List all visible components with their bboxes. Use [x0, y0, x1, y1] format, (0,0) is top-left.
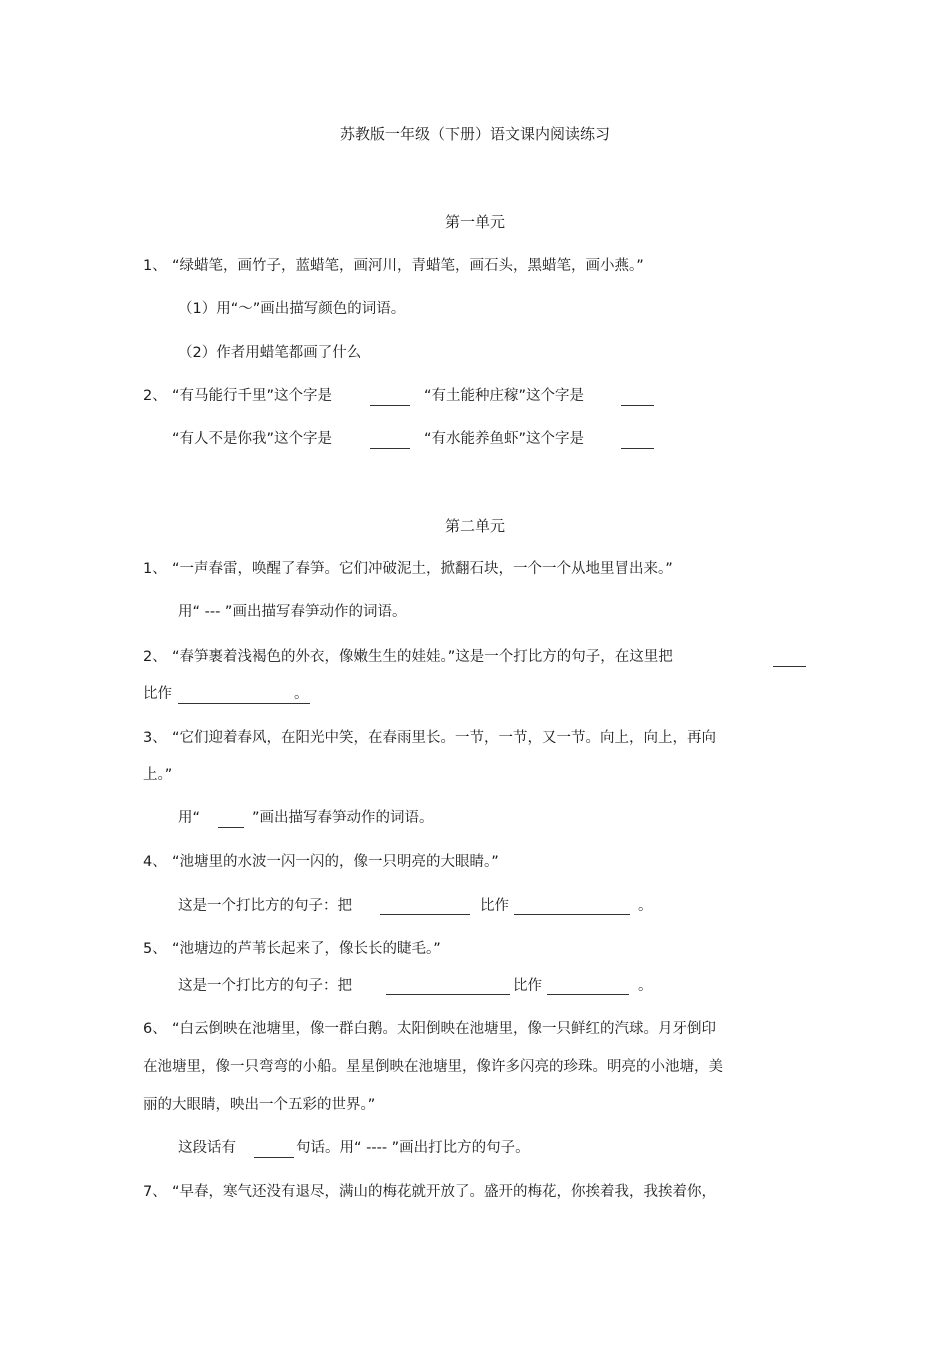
u2-q2-text: “春笋裹着浅褐色的外衣，像嫩生生的娃娃。”这是一个打比方的句子，在这里把 [172, 649, 673, 665]
u2-q1-text: “一声春雷，唤醒了春笋。它们冲破泥土，掀翻石块，一个一个从地里冒出来。” [172, 561, 673, 577]
u2-q5-answer-blank-2[interactable] [547, 994, 629, 995]
u2-q5-number: 5、 [143, 941, 167, 957]
u2-q7-text: “早春，寒气还没有退尽，满山的梅花就开放了。盛开的梅花，你挨着我，我挨着你， [172, 1184, 717, 1200]
u2-q6-sub-a: 这段话有 [178, 1140, 236, 1156]
u1-q1-sub1: （1）用“～”画出描写颜色的词语。 [178, 301, 406, 317]
page-title: 苏教版一年级（下册）语文课内阅读练习 [339, 125, 610, 143]
u1-q2-riddle-3: “有人不是你我”这个字是 [172, 431, 333, 447]
u2-q6-answer-blank[interactable] [254, 1157, 294, 1158]
u2-q4-answer-blank-1[interactable] [380, 914, 470, 915]
u2-q2-line2: 比作 [143, 686, 172, 702]
u2-q2-end: 。 [294, 686, 309, 702]
u2-q1-sub: 用“ --- ”画出描写春笋动作的词语。 [178, 604, 407, 620]
u2-q4-sub-a: 这是一个打比方的句子：把 [178, 898, 352, 914]
u2-q4-number: 4、 [143, 854, 167, 870]
u1-q2-answer-blank-3[interactable] [370, 448, 410, 449]
u2-q7-number: 7、 [143, 1184, 167, 1200]
u2-q2-number: 2、 [143, 649, 167, 665]
u2-q3-line2: 上。” [143, 767, 173, 783]
u2-q1-number: 1、 [143, 561, 167, 577]
u1-q2-riddle-1: “有马能行千里”这个字是 [172, 388, 333, 404]
u2-q3-underline-sample [218, 827, 244, 828]
u2-q4-end: 。 [638, 898, 653, 914]
u2-q2-answer-blank-2[interactable] [178, 703, 310, 704]
u2-q4-sub-b: 比作 [480, 898, 509, 914]
u1-q2-answer-blank-4[interactable] [621, 448, 654, 449]
unit1-heading: 第一单元 [444, 213, 505, 231]
u1-q1-number: 1、 [143, 258, 167, 274]
u1-q2-answer-blank-1[interactable] [370, 405, 410, 406]
u1-q2-number: 2、 [143, 388, 167, 404]
u2-q5-sub-a: 这是一个打比方的句子：把 [178, 978, 352, 994]
u2-q3-number: 3、 [143, 730, 167, 746]
u2-q3-text: “它们迎着春风，在阳光中笑，在春雨里长。一节，一节，又一节。向上，向上，再向 [172, 730, 717, 746]
unit2-heading: 第二单元 [444, 517, 505, 535]
u1-q1-text: “绿蜡笔，画竹子，蓝蜡笔，画河川，青蜡笔，画石头，黑蜡笔，画小燕。” [172, 258, 644, 274]
u2-q2-answer-blank-1[interactable] [773, 666, 806, 667]
u2-q6-number: 6、 [143, 1021, 167, 1037]
u2-q5-sub-b: 比作 [513, 978, 542, 994]
u2-q4-text: “池塘里的水波一闪一闪的，像一只明亮的大眼睛。” [172, 854, 499, 870]
u1-q1-sub2: （2）作者用蜡笔都画了什么 [178, 345, 362, 361]
u2-q6-line2: 在池塘里，像一只弯弯的小船。星星倒映在池塘里，像许多闪亮的珍珠。明亮的小池塘，美 [143, 1059, 723, 1075]
u1-q2-riddle-4: “有水能养鱼虾”这个字是 [424, 431, 585, 447]
u2-q5-text: “池塘边的芦苇长起来了，像长长的睫毛。” [172, 941, 441, 957]
u2-q6-line3: 丽的大眼睛，映出一个五彩的世界。” [143, 1097, 376, 1113]
u2-q4-answer-blank-2[interactable] [514, 914, 630, 915]
u2-q5-answer-blank-1[interactable] [386, 994, 510, 995]
u2-q6-sub-b: 句话。用“ ---- ”画出打比方的句子。 [296, 1140, 530, 1156]
u1-q2-riddle-2: “有土能种庄稼”这个字是 [424, 388, 585, 404]
u2-q3-sub-a: 用“ [178, 810, 201, 826]
u2-q5-end: 。 [638, 978, 653, 994]
u1-q2-answer-blank-2[interactable] [621, 405, 654, 406]
u2-q6-text: “白云倒映在池塘里，像一群白鹅。太阳倒映在池塘里，像一只鲜红的汽球。月牙倒印 [172, 1021, 717, 1037]
u2-q3-sub-b: ”画出描写春笋动作的词语。 [252, 810, 434, 826]
